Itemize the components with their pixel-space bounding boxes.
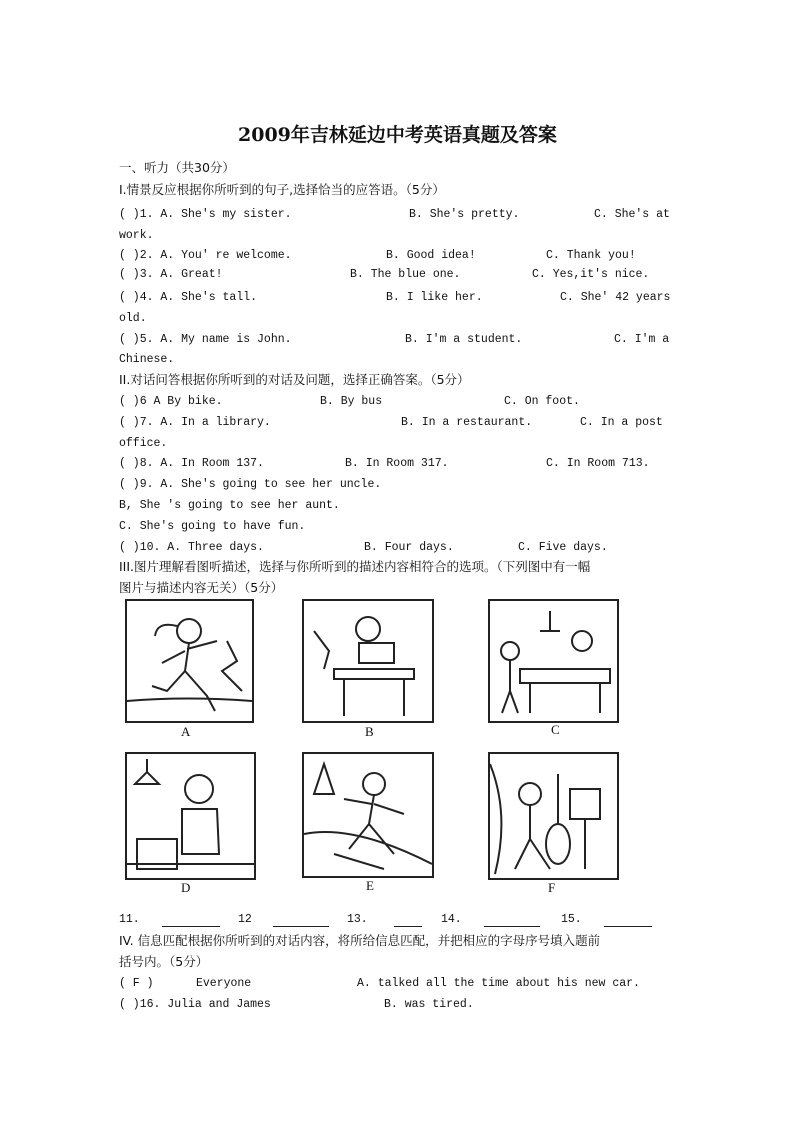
option-c: C. She's at (594, 208, 670, 221)
picture-label: C (551, 722, 560, 737)
section-heading: IV. 信息匹配根据你所听到的对话内容，将所给信息匹配，并把相应的字母序号填入题前 (119, 933, 601, 948)
option-c: C. On foot. (504, 395, 580, 408)
answer-blank-14[interactable] (484, 926, 540, 927)
option-c: C. She' 42 years (560, 291, 671, 304)
question-3: ( )3. A. Great! (119, 268, 223, 281)
match-option-b: B. was tired. (384, 998, 474, 1011)
blank-label-11: 11. (119, 913, 140, 926)
question-8: ( )8. A. In Room 137. (119, 457, 264, 470)
option-c: C. Five days. (518, 541, 608, 554)
picture-boy-reading (302, 599, 434, 723)
question-16: ( )16. Julia and James (119, 998, 271, 1011)
option-c: C. In a post (580, 416, 663, 429)
blank-label-12: 12 (238, 913, 252, 926)
match-answer: ( F ) (119, 977, 154, 990)
picture-label: F (548, 880, 556, 895)
option-b: B. I like her. (386, 291, 483, 304)
option-b: B. I'm a student. (405, 333, 523, 346)
answer-blank-15[interactable] (604, 926, 652, 927)
picture-cooking (125, 752, 256, 880)
picture-running-girl (125, 599, 254, 723)
question-9: ( )9. A. She's going to see her uncle. (119, 478, 382, 491)
option-b: B. She's pretty. (409, 208, 520, 221)
page-title: 2009年吉林延边中考英语真题及答案 (238, 124, 557, 146)
picture-label: A (181, 724, 191, 739)
picture-label: D (181, 880, 191, 895)
picture-office (488, 599, 619, 723)
option-b: B. In Room 317. (345, 457, 449, 470)
blank-label-13: 13. (347, 913, 368, 926)
option-b: B. The blue one. (350, 268, 461, 281)
section-heading: I.情景反应根据你所听到的句子,选择恰当的应答语。（5分） (119, 182, 445, 197)
question-2: ( )2. A. You' re welcome. (119, 249, 292, 262)
option-b: B, She 's going to see her aunt. (119, 499, 340, 512)
option-c: C. I'm a (614, 333, 670, 346)
continuation: office. (119, 437, 168, 450)
section-heading: II.对话问答根据你所听到的对话及问题，选择正确答案。（5分） (119, 372, 470, 387)
match-option-a: A. talked all the time about his new car. (357, 977, 640, 990)
question-6: ( )6 A By bike. (119, 395, 223, 408)
continuation: Chinese. (119, 353, 175, 366)
continuation: old. (119, 312, 147, 325)
option-c: C. Thank you! (546, 249, 636, 262)
option-c: C. She's going to have fun. (119, 520, 306, 533)
option-b: B. By bus (320, 395, 383, 408)
question-1: ( )1. A. She's my sister. (119, 208, 292, 221)
answer-blank-12[interactable] (273, 926, 329, 927)
continuation: work. (119, 229, 154, 242)
question-4: ( )4. A. She's tall. (119, 291, 258, 304)
answer-blank-11[interactable] (162, 926, 220, 927)
question-7: ( )7. A. In a library. (119, 416, 271, 429)
section-heading-cont: 括号内。（5分） (119, 954, 209, 969)
option-b: B. In a restaurant. (401, 416, 533, 429)
answer-blank-13[interactable] (394, 926, 422, 927)
option-b: B. Good idea! (386, 249, 476, 262)
picture-label: E (366, 878, 374, 893)
section-heading-cont: 图片与描述内容无关）（5分） (119, 580, 284, 595)
option-c: C. In Room 713. (546, 457, 650, 470)
question-5: ( )5. A. My name is John. (119, 333, 292, 346)
section-heading: III.图片理解看图听描述，选择与你所听到的描述内容相符合的选项。（下列图中有一幅 (119, 559, 591, 574)
picture-skiing (302, 752, 434, 878)
blank-label-14: 14. (441, 913, 462, 926)
match-item: Everyone (196, 977, 252, 990)
picture-label: B (365, 724, 374, 739)
blank-label-15: 15. (561, 913, 582, 926)
part-heading: 一、听力（共30分） (119, 160, 235, 175)
option-b: B. Four days. (364, 541, 454, 554)
question-10: ( )10. A. Three days. (119, 541, 264, 554)
option-c: C. Yes,it's nice. (532, 268, 650, 281)
picture-cello (488, 752, 619, 880)
